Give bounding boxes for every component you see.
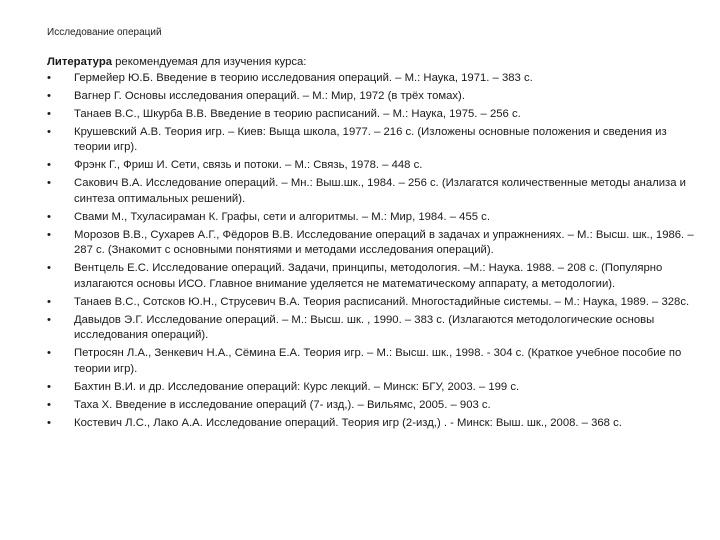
reference-text: Гермейер Ю.Б. Введение в теорию исследования операций. – М.: Наука, 1971. – 383 с. <box>74 71 533 84</box>
reference-text: Свами М., Тхуласираман К. Графы, сети и алгоритмы. – М.: Мир, 1984. – 455 с. <box>74 210 490 223</box>
bullet-icon: • <box>47 295 51 308</box>
bullet-icon: • <box>47 177 51 189</box>
reference-item <box>47 228 697 259</box>
reference-text: Морозов В.В., Сухарев А.Г., Фёдоров В.В. Исследование операций в задачах и упражнениях. – М.: Высш. шк., 1986. –287 с. (Знакомит с основными понятиями и методами исследования операций). <box>74 228 694 256</box>
reference-item <box>47 313 697 344</box>
reference-text: Таха Х. Введение в исследование операций (7- изд,). – Вильямс, 2005. – 903 с. <box>74 398 491 411</box>
reference-item <box>47 346 697 377</box>
reference-list <box>47 71 697 432</box>
reference-text: Костевич Л.С., Лако А.А. Исследование операций. Теория игр (2-изд,) . - Минск: Выш. шк., 2008. – 368 с. <box>74 416 622 429</box>
bullet-icon: • <box>47 210 51 223</box>
bullet-icon: • <box>47 380 51 393</box>
reference-item <box>47 71 697 87</box>
reference-text: Фрэнк Г., Фриш И. Сети, связь и потоки. – М.: Связь, 1978. – 448 с. <box>74 159 423 171</box>
bullet-icon: • <box>47 159 51 171</box>
reference-item <box>47 295 697 311</box>
bullet-icon: • <box>47 228 51 241</box>
reference-text: Вентцель Е.С. Исследование операций. Задачи, принципы, методология. –М.: Наука. 1988. – 208 с. (Популярно излагаются основы ИСО. Главное внимание уделяется не математическому аппарату, а методологии). <box>74 262 663 290</box>
reference-item <box>47 416 697 432</box>
reference-item <box>47 176 697 207</box>
literature-heading: Литература <box>47 56 113 68</box>
slide-header-title: Исследование операций <box>47 27 162 38</box>
bullet-icon: • <box>47 125 51 138</box>
reference-text: Давыдов Э.Г. Исследование операций. – М.: Высш. шк. , 1990. – 383 с. (Излагаются методологические основы исследования операций). <box>74 313 655 341</box>
reference-item <box>47 210 697 226</box>
reference-item <box>47 380 697 396</box>
reference-text: Танаев В.С., Шкурба В.В. Введение в теорию расписаний. – М.: Наука, 1975. – 256 с. <box>74 107 521 120</box>
bullet-icon: • <box>47 89 51 102</box>
reference-item <box>47 89 697 105</box>
bullet-icon: • <box>47 416 51 429</box>
reference-text: Бахтин В.И. и др. Исследование операций: Курс лекций. – Минск: БГУ, 2003. – 199 с. <box>74 380 520 393</box>
bullet-icon: • <box>47 107 51 120</box>
bullet-icon: • <box>47 71 51 84</box>
literature-intro <box>47 55 697 71</box>
literature-section <box>47 55 697 434</box>
reference-item <box>47 107 697 123</box>
reference-item <box>47 398 697 414</box>
literature-intro-text: рекомендуемая для изучения курса: <box>112 56 307 68</box>
reference-text: Вагнер Г. Основы исследования операций. – М.: Мир, 1972 (в трёх томах). <box>74 89 465 102</box>
reference-item <box>47 261 697 292</box>
reference-text: Танаев В.С., Сотсков Ю.Н., Струсевич В.А. Теория расписаний. Многостадийные системы. – М.: Наука, 1989. – 328с. <box>74 295 690 308</box>
bullet-icon: • <box>47 313 51 326</box>
bullet-icon: • <box>47 398 51 411</box>
reference-text: Сакович В.А. Исследование операций. – Мн.: Выш.шк., 1984. – 256 с. (Излагатся количественные методы анализа и синтеза оптимальных решений). <box>74 177 686 205</box>
bullet-icon: • <box>47 262 51 274</box>
reference-item <box>47 125 697 156</box>
reference-text: Крушевский А.В. Теория игр. – Киев: Выща школа, 1977. – 216 с. (Изложены основные положения и сведения из теории игр). <box>74 125 667 153</box>
reference-item <box>47 158 697 174</box>
reference-text: Петросян Л.А., Зенкевич Н.А., Сёмина Е.А. Теория игр. – М.: Высш. шк., 1998. - 304 с. (Краткое учебное пособие по теории игр). <box>74 347 682 375</box>
bullet-icon: • <box>47 347 51 359</box>
